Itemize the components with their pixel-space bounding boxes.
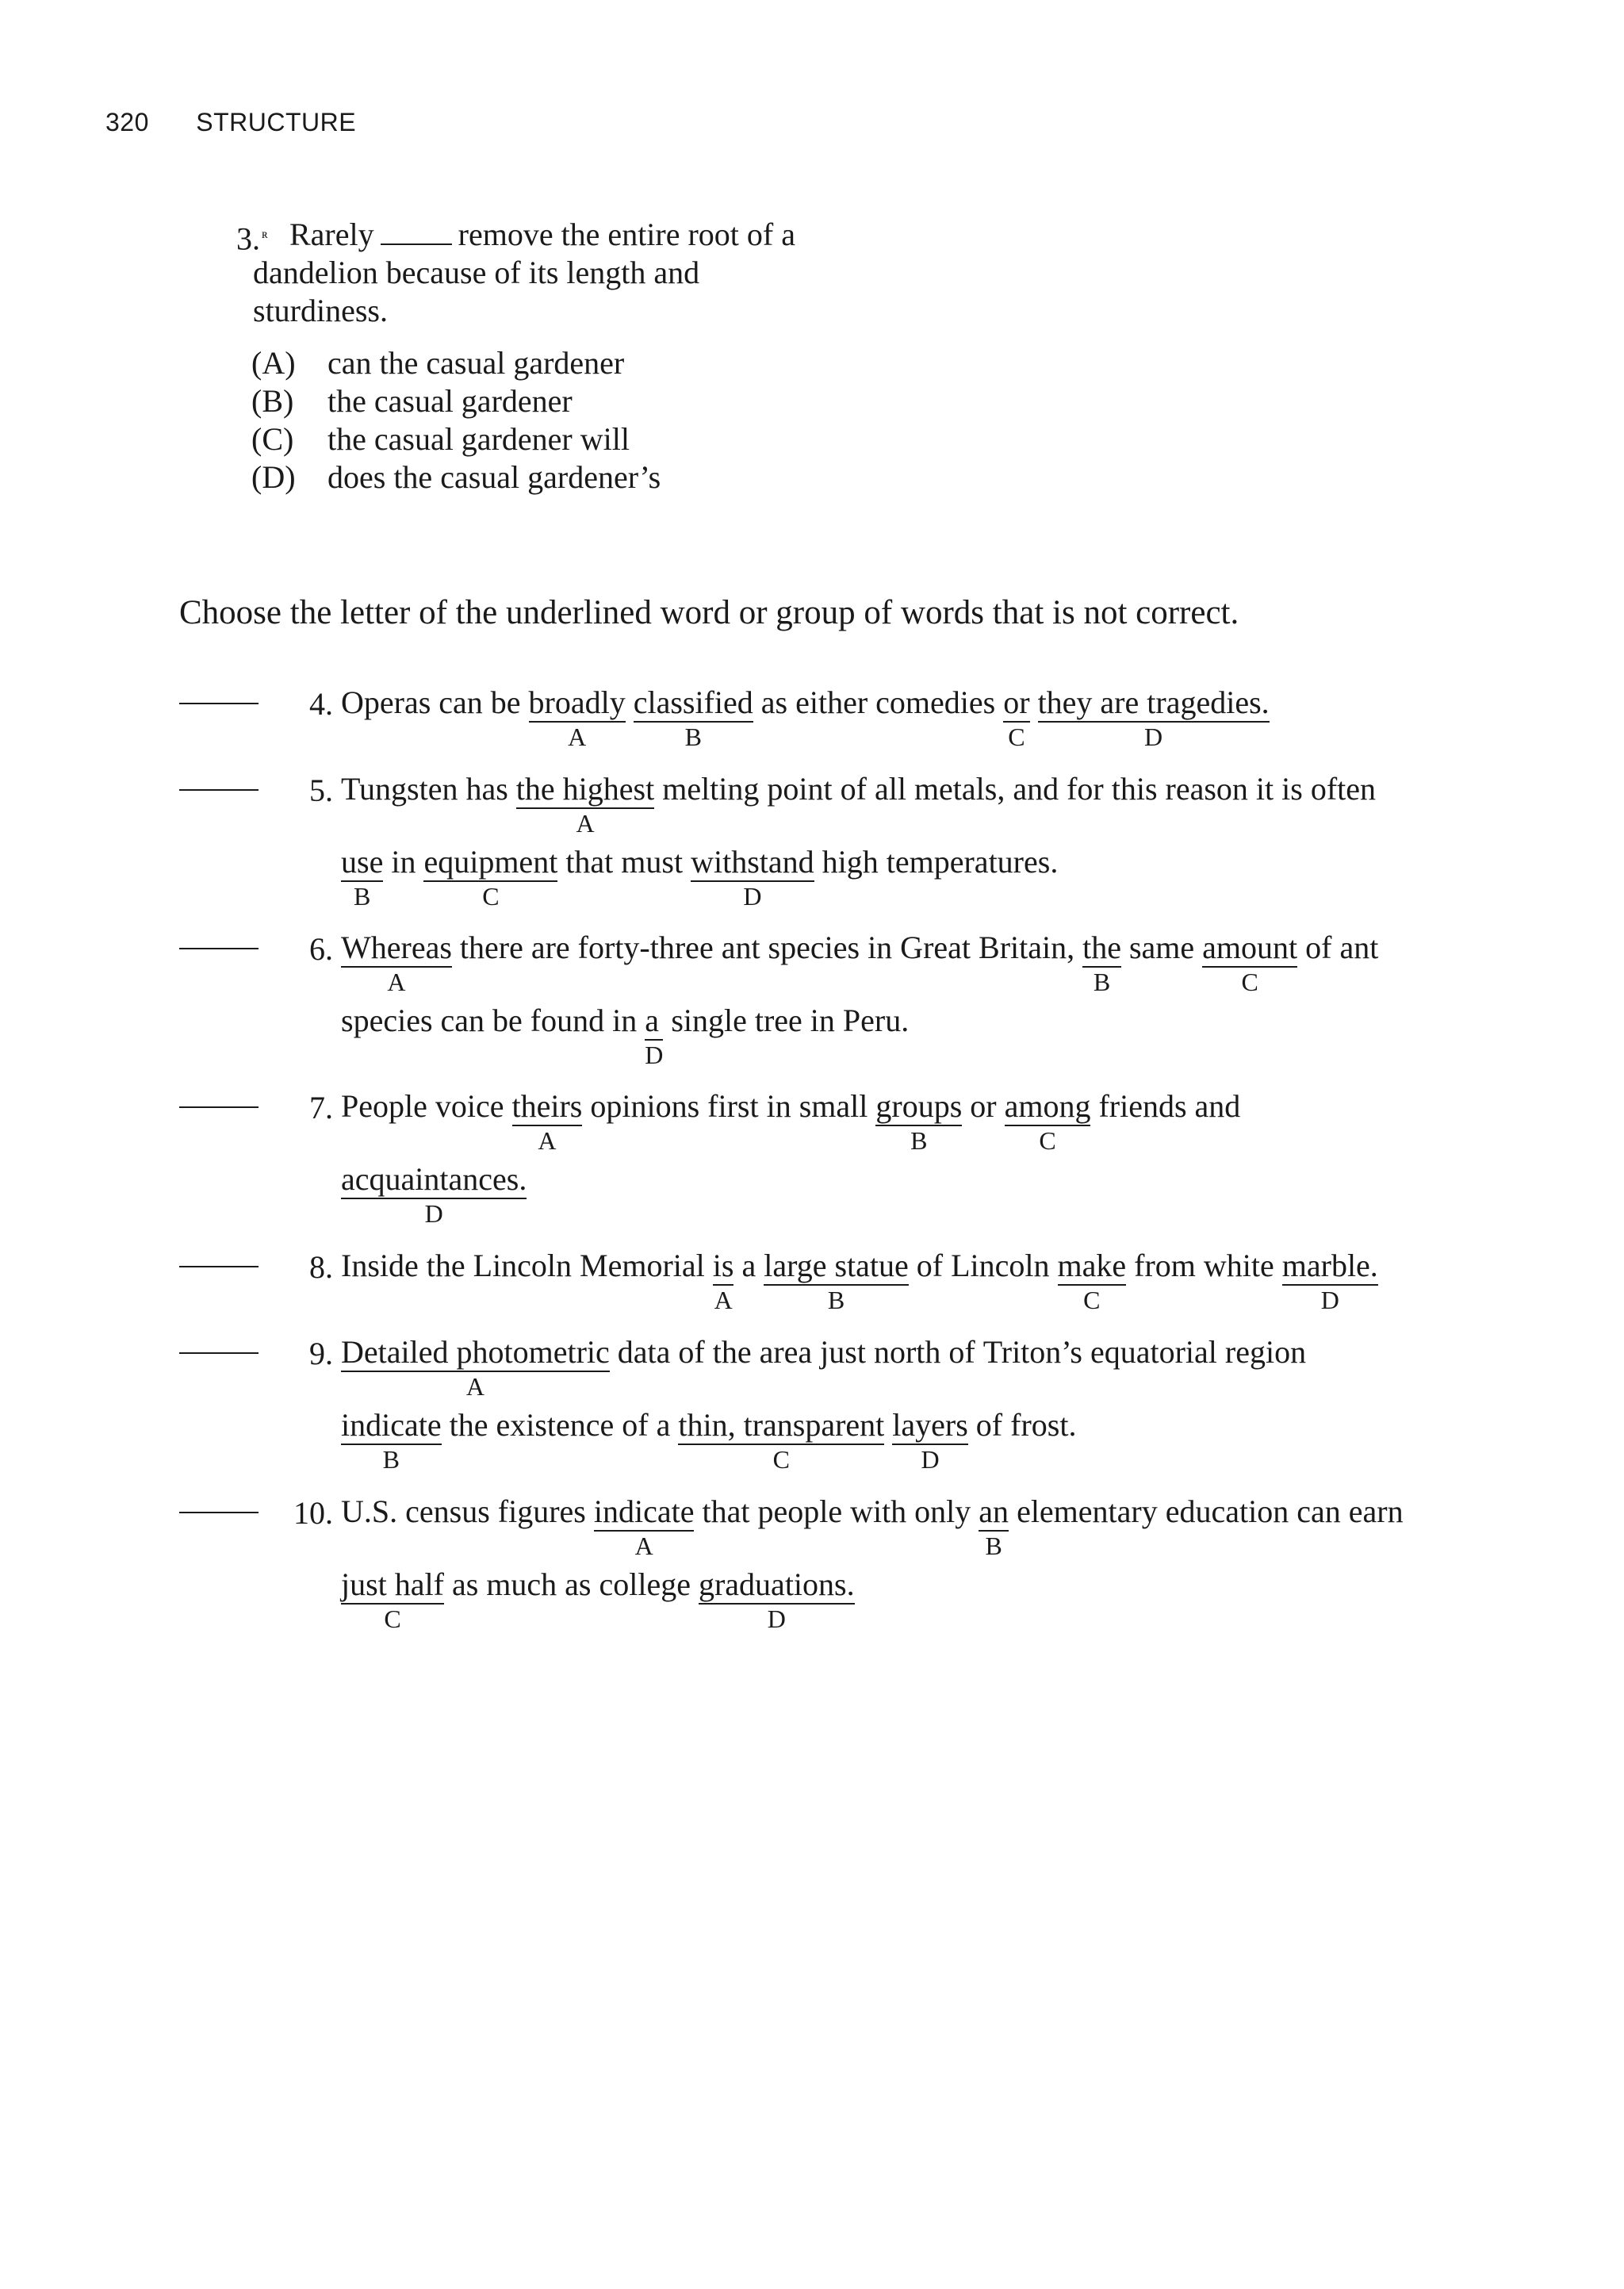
sentence-text: the existence of a xyxy=(441,1407,679,1443)
sentence xyxy=(341,1248,1378,1321)
sentence-text: single tree in Peru. xyxy=(663,1003,910,1038)
sentence-text: species can be found in xyxy=(341,1003,645,1038)
underlined-text: withstand xyxy=(691,845,814,882)
underlined-text: indicate xyxy=(341,1408,442,1445)
section-title: STRUCTURE xyxy=(196,108,357,136)
underlined-choice-d[interactable] xyxy=(341,1162,527,1228)
underlined-choice-d[interactable] xyxy=(1282,1248,1378,1314)
underlined-choice-c[interactable] xyxy=(1058,1248,1127,1314)
sentence-text: from white xyxy=(1126,1248,1282,1283)
sentence-text: opinions first in small xyxy=(582,1088,876,1124)
underlined-text: classified xyxy=(634,685,753,723)
option-c[interactable]: (C) the casual gardener will xyxy=(251,421,630,457)
underlined-choice-d[interactable] xyxy=(691,845,814,911)
underlined-text: they are tragedies. xyxy=(1038,685,1270,723)
question-3: 3. $^ʀ$ Rarely remove the entire root of a dandelion because of its length and sturdiness. (A) can the casual gardener (B) the casual gardener (C) the casual gardener will (D) does the casual gardener’s xyxy=(240,216,875,497)
underlined-text: thin, transparent xyxy=(678,1408,884,1445)
sentence xyxy=(341,1494,1404,1640)
answer-blank[interactable] xyxy=(179,948,259,949)
directions: Choose the letter of the underlined word or group of words that is not correct. xyxy=(179,594,1239,631)
underlined-choice-c[interactable] xyxy=(423,845,557,911)
answer-blank[interactable] xyxy=(179,1512,259,1513)
sentence-text: as either comedies xyxy=(753,684,1004,720)
choice-letter: D xyxy=(743,882,762,911)
choice-letter: D xyxy=(645,1041,664,1069)
underlined-text: an xyxy=(979,1494,1009,1532)
underlined-text: graduations. xyxy=(699,1567,855,1605)
sentence-text: a xyxy=(733,1248,764,1283)
question-number: 10. xyxy=(293,1495,333,1531)
sentence-text: or xyxy=(962,1088,1005,1124)
choice-letter: D xyxy=(424,1199,443,1228)
sentence xyxy=(341,1335,1306,1481)
underlined-choice-b[interactable] xyxy=(341,1408,442,1474)
answer-blank[interactable] xyxy=(179,1106,259,1108)
sentence-text: U.S. census figures xyxy=(341,1493,594,1529)
underlined-text: amount xyxy=(1202,930,1297,968)
underlined-choice-b[interactable] xyxy=(764,1248,909,1314)
underlined-choice-c[interactable] xyxy=(1202,930,1297,996)
choice-letter: A xyxy=(634,1532,653,1560)
answer-blank[interactable] xyxy=(179,1266,259,1267)
underlined-choice-c[interactable] xyxy=(1003,685,1029,751)
choice-letter: D xyxy=(1320,1286,1339,1314)
running-header xyxy=(105,108,356,137)
underlined-text: among xyxy=(1005,1089,1091,1126)
option-d[interactable]: (D) does the casual gardener’s xyxy=(251,459,661,495)
sentence-line xyxy=(341,1248,1378,1321)
answer-options xyxy=(251,344,875,497)
underlined-choice-a[interactable] xyxy=(341,1335,610,1401)
choice-letter: B xyxy=(1093,968,1111,996)
choice-letter: C xyxy=(482,882,500,911)
sentence-text: of Lincoln xyxy=(908,1248,1058,1283)
underlined-text: is xyxy=(713,1248,734,1286)
question-stem: Rarely remove the entire root of a xyxy=(289,217,795,252)
sentence-text xyxy=(884,1408,892,1443)
choice-letter: C xyxy=(1083,1286,1101,1314)
underlined-text: the highest xyxy=(516,772,654,809)
underlined-choice-a[interactable] xyxy=(594,1494,695,1560)
underlined-text: Whereas xyxy=(341,930,452,968)
question-number: 8. xyxy=(309,1249,333,1285)
underlined-text: Detailed photometric xyxy=(341,1335,610,1372)
sentence-text: elementary education can earn xyxy=(1009,1493,1404,1529)
page-number: 320 xyxy=(105,108,149,136)
answer-blank[interactable] xyxy=(179,1352,259,1354)
choice-letter: B xyxy=(684,723,702,751)
choice-letter: A xyxy=(714,1286,733,1314)
question-number: 5. xyxy=(309,773,333,808)
underlined-choice-d[interactable] xyxy=(699,1567,855,1633)
sentence-text: Inside the Lincoln Memorial xyxy=(341,1248,713,1283)
sentence-line xyxy=(341,772,1376,845)
sentence-text: friends and xyxy=(1090,1088,1241,1124)
sentence xyxy=(341,1089,1240,1235)
underlined-choice-c[interactable] xyxy=(341,1567,444,1633)
sentence-line xyxy=(341,685,1270,758)
underlined-text: use xyxy=(341,845,383,882)
sentence-line xyxy=(341,1089,1240,1162)
underlined-choice-a[interactable] xyxy=(516,772,654,838)
underlined-choice-b[interactable] xyxy=(875,1089,962,1155)
sentence-text: Tungsten has xyxy=(341,771,516,807)
sentence-text: data of the area just north of Triton’s equatorial region xyxy=(609,1334,1307,1370)
sentence-line xyxy=(341,930,1378,1003)
choice-letter: B xyxy=(827,1286,845,1314)
sentence xyxy=(341,772,1376,918)
sentence-line xyxy=(341,1494,1404,1567)
underlined-choice-b[interactable] xyxy=(1082,930,1121,996)
underlined-text: large statue xyxy=(764,1248,909,1286)
sentence-text xyxy=(1030,685,1038,720)
question-number: 3. xyxy=(236,220,260,257)
underlined-text: the xyxy=(1082,930,1121,968)
fill-in-blank[interactable] xyxy=(381,221,452,245)
underlined-choice-c[interactable] xyxy=(678,1408,884,1474)
sentence xyxy=(341,930,1378,1076)
underlined-choice-a[interactable] xyxy=(713,1248,734,1314)
underlined-text: indicate xyxy=(594,1494,695,1532)
underlined-choice-a[interactable] xyxy=(512,1089,583,1155)
sentence-line xyxy=(341,1408,1306,1481)
choice-letter: A xyxy=(387,968,406,996)
underlined-text: just half xyxy=(341,1567,444,1605)
sentence-line xyxy=(341,1567,1404,1640)
option-b[interactable]: (B) the casual gardener xyxy=(251,383,573,419)
choice-letter: A xyxy=(568,723,587,751)
underlined-text: or xyxy=(1003,685,1029,723)
choice-letter: D xyxy=(921,1445,940,1474)
choice-letter: C xyxy=(384,1605,401,1633)
sentence-text: melting point of all metals, and for this reason it is often xyxy=(654,771,1377,807)
underlined-choice-a[interactable] xyxy=(529,685,626,751)
sentence-line xyxy=(341,1335,1306,1408)
sentence-text: People voice xyxy=(341,1088,512,1124)
sentence-text: of ant xyxy=(1297,930,1379,965)
choice-letter: A xyxy=(465,1372,485,1401)
question-number: 4. xyxy=(309,686,333,722)
option-a[interactable]: (A) can the casual gardener xyxy=(251,345,625,381)
question-number: 7. xyxy=(309,1090,333,1125)
underlined-text: theirs xyxy=(512,1089,583,1126)
sentence-text: there are forty-three ant species in Great Britain, xyxy=(451,930,1083,965)
choice-letter: C xyxy=(1039,1126,1056,1155)
sentence-text: of frost. xyxy=(967,1407,1077,1443)
choice-letter: A xyxy=(576,809,595,838)
answer-blank[interactable] xyxy=(179,703,259,704)
choice-letter: B xyxy=(353,882,371,911)
underlined-choice-d[interactable] xyxy=(1038,685,1270,751)
sentence-text: high temperatures. xyxy=(814,844,1059,880)
sentence-text: in xyxy=(383,844,424,880)
underlined-text: groups xyxy=(875,1089,962,1126)
sentence-text: Operas can be xyxy=(341,684,529,720)
sentence-text: as much as college xyxy=(443,1566,699,1602)
sentence-text: that people with only xyxy=(694,1493,979,1529)
sentence-text: that must xyxy=(557,844,691,880)
sentence-text: same xyxy=(1120,930,1203,965)
underlined-text: marble. xyxy=(1282,1248,1378,1286)
underlined-choice-a[interactable] xyxy=(341,930,452,996)
underlined-text: equipment xyxy=(423,845,557,882)
choice-letter: C xyxy=(1241,968,1258,996)
underlined-choice-b[interactable] xyxy=(341,845,383,911)
choice-letter: B xyxy=(382,1445,400,1474)
choice-letter: C xyxy=(772,1445,790,1474)
underlined-choice-d[interactable] xyxy=(892,1408,968,1474)
underlined-choice-d[interactable] xyxy=(645,1003,663,1069)
underlined-text: a xyxy=(645,1003,663,1041)
question-number: 6. xyxy=(309,931,333,967)
answer-blank[interactable] xyxy=(179,789,259,791)
choice-letter: B xyxy=(910,1126,928,1155)
stray-mark: ʀ xyxy=(262,228,268,241)
sentence xyxy=(341,685,1270,758)
sentence-line xyxy=(341,1162,1240,1235)
underlined-text: acquaintances. xyxy=(341,1162,527,1199)
sentence-line xyxy=(341,1003,1378,1076)
question-number: 9. xyxy=(309,1336,333,1371)
underlined-text: make xyxy=(1058,1248,1127,1286)
underlined-choice-c[interactable] xyxy=(1005,1089,1091,1155)
underlined-choice-b[interactable] xyxy=(979,1494,1009,1560)
underlined-text: broadly xyxy=(529,685,626,723)
sentence-text xyxy=(626,685,634,720)
sentence-line xyxy=(341,845,1376,918)
choice-letter: D xyxy=(1144,723,1163,751)
choice-letter: A xyxy=(538,1126,557,1155)
choice-letter: B xyxy=(985,1532,1002,1560)
choice-letter: C xyxy=(1008,723,1025,751)
choice-letter: D xyxy=(767,1605,786,1633)
underlined-text: layers xyxy=(892,1408,968,1445)
underlined-choice-b[interactable] xyxy=(634,685,753,751)
